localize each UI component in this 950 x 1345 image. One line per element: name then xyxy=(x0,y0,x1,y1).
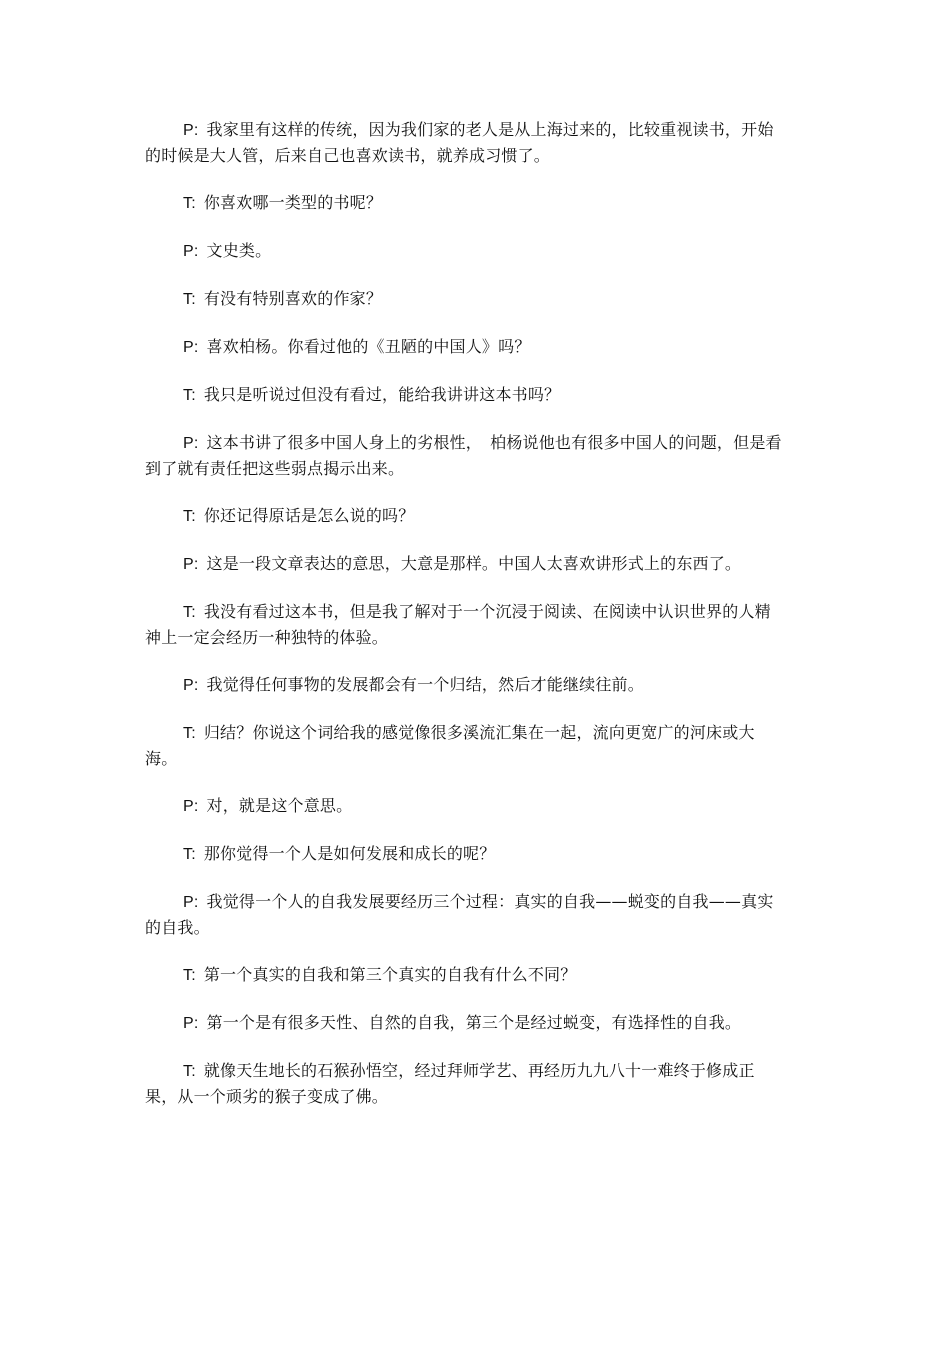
turn-text: 喜欢柏杨。你看过他的《丑陋的中国人》吗？ xyxy=(206,337,531,356)
turn-text: 第一个是有很多天性、自然的自我，第三个是经过蜕变，有选择性的自我。 xyxy=(206,1013,742,1032)
dialogue-body xyxy=(145,117,785,1131)
dialogue-turn xyxy=(145,286,785,312)
dialogue-turn xyxy=(145,1058,785,1109)
turn-text: 你还记得原话是怎么说的吗？ xyxy=(203,506,415,525)
turn-text: 我家里有这样的传统，因为我们家的老人是从上海过来的，比较重视读书，开始的时候是大人管，后来自己也喜欢读书，就养成习惯了。 xyxy=(145,120,774,165)
speaker-label: T: xyxy=(183,604,196,621)
dialogue-turn xyxy=(145,1010,785,1036)
dialogue-turn xyxy=(145,334,785,360)
speaker-label: P: xyxy=(183,1015,199,1032)
dialogue-turn xyxy=(145,793,785,819)
dialogue-turn xyxy=(145,430,785,481)
turn-text: 有没有特别喜欢的作家？ xyxy=(203,289,383,308)
turn-text: 归结？你说这个词给我的感觉像很多溪流汇集在一起，流向更宽广的河床或大海。 xyxy=(145,723,755,768)
speaker-label: P: xyxy=(183,798,199,815)
turn-text: 我只是听说过但没有看过，能给我讲讲这本书吗？ xyxy=(203,385,561,404)
speaker-label: P: xyxy=(183,122,199,139)
turn-text: 对，就是这个意思。 xyxy=(206,796,353,815)
turn-text: 我觉得任何事物的发展都会有一个归结，然后才能继续往前。 xyxy=(206,675,644,694)
speaker-label: T: xyxy=(183,967,196,984)
dialogue-turn xyxy=(145,889,785,940)
speaker-label: T: xyxy=(183,725,196,742)
turn-text: 我觉得一个人的自我发展要经历三个过程：真实的自我——蜕变的自我——真实的自我。 xyxy=(145,892,774,937)
dialogue-turn xyxy=(145,551,785,577)
turn-text: 这是一段文章表达的意思，大意是那样。中国人太喜欢讲形式上的东西了。 xyxy=(206,554,742,573)
dialogue-turn xyxy=(145,503,785,529)
dialogue-turn xyxy=(145,382,785,408)
turn-text: 那你觉得一个人是如何发展和成长的呢？ xyxy=(203,844,496,863)
dialogue-turn xyxy=(145,599,785,650)
turn-text: 第一个真实的自我和第三个真实的自我有什么不同？ xyxy=(203,965,577,984)
speaker-label: T: xyxy=(183,846,196,863)
dialogue-turn xyxy=(145,962,785,988)
dialogue-turn xyxy=(145,117,785,168)
speaker-label: T: xyxy=(183,387,196,404)
dialogue-turn xyxy=(145,841,785,867)
speaker-label: T: xyxy=(183,291,196,308)
turn-text: 这本书讲了很多中国人身上的劣根性， 柏杨说他也有很多中国人的问题，但是看到了就有责任把这些弱点揭示出来。 xyxy=(145,433,782,478)
speaker-label: P: xyxy=(183,677,199,694)
turn-text: 文史类。 xyxy=(206,241,272,260)
speaker-label: P: xyxy=(183,894,199,911)
speaker-label: T: xyxy=(183,1063,196,1080)
turn-text: 我没有看过这本书，但是我了解对于一个沉浸于阅读、在阅读中认识世界的人精神上一定会经历一种独特的体验。 xyxy=(145,602,771,647)
turn-text: 就像天生地长的石猴孙悟空，经过拜师学艺、再经历九九八十一难终于修成正果，从一个顽劣的猴子变成了佛。 xyxy=(145,1061,755,1106)
speaker-label: T: xyxy=(183,508,196,525)
speaker-label: T: xyxy=(183,195,196,212)
turn-text: 你喜欢哪一类型的书呢？ xyxy=(203,193,383,212)
speaker-label: P: xyxy=(183,556,199,573)
dialogue-turn xyxy=(145,672,785,698)
speaker-label: P: xyxy=(183,435,199,452)
dialogue-turn xyxy=(145,190,785,216)
dialogue-turn xyxy=(145,238,785,264)
speaker-label: P: xyxy=(183,339,199,356)
dialogue-turn xyxy=(145,720,785,771)
speaker-label: P: xyxy=(183,243,199,260)
